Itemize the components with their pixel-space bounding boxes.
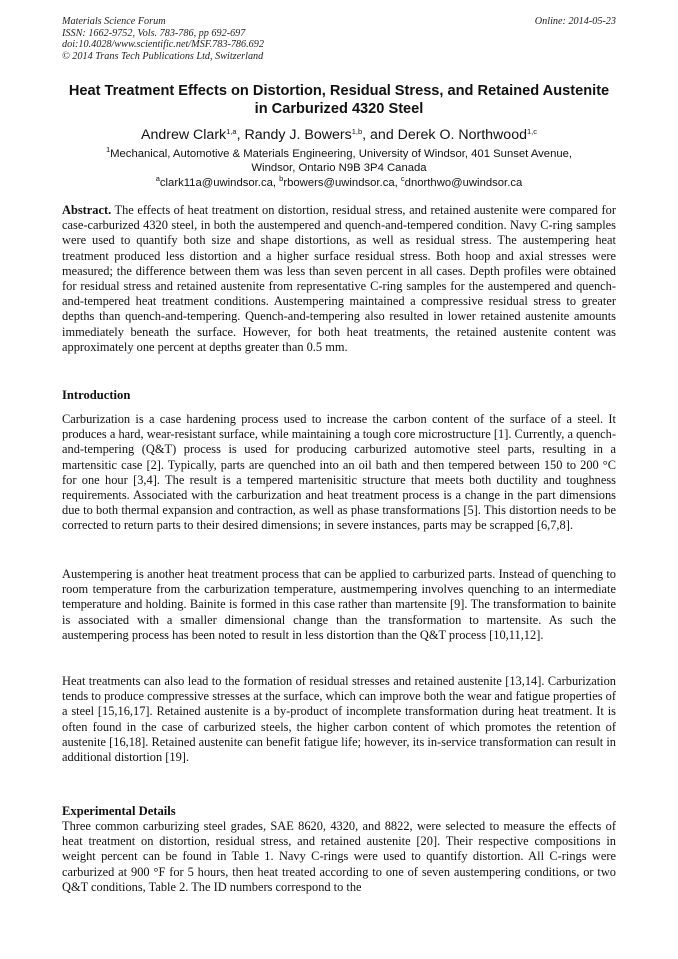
author-name: Andrew Clark [140,127,227,143]
journal-name: Materials Science Forum [62,16,166,27]
author-emails [62,176,616,190]
email-superscript: b [279,174,284,183]
email-superscript: a [155,174,160,183]
affiliation-superscript: 1 [105,145,111,154]
email-address: clark11a@uwindsor.ca, [159,177,280,189]
abstract [62,203,616,355]
paragraph: Carburization is a case hardening process used to increase the carbon content of the surface of a steel. It produces a hard, wear-resistant surface, while maintaining a tough core microstructure [1]. Currently, a quench-and-tempering (Q&T) process is used for producing carburized automotive steel parts, resulting in a martensitic case [2]. Typically, parts are quenched into an oil bath and then tempered between 150 to 200 °C for one hour [3,4]. The result is a tempered martenisitic structure that meets both ductility and toughness requirements. Associated with the carburization and heat treatment process is a change in the part dimensions due to both thermal expansion and contraction, as well as phase transformations [5]. This distortion needs to be corrected to return parts to their desired dimensions; in severe instances, parts may be scrapped [6,7,8]. [62,412,616,533]
section-heading-introduction: Introduction [62,388,131,402]
author-superscript: 1,b [351,127,363,136]
paragraph: Heat treatments can also lead to the formation of residual stresses and retained austenite [13,14]. Carburization tends to produce compressive stresses at the surface, which can improve both the wear and fatigue properties of a steel [15,16,17]. Retained austenite is a by-product of incomplete transformation during heat treatment. It is often found in the case of carburized steels, the higher carbon content of which promotes the retention of austenite [16,18]. Retained austenite can benefit fatigue life; however, its in-service transformation can result in additional distortion [19]. [62,674,616,765]
email-address: rbowers@uwindsor.ca, [283,177,401,189]
abstract-label: Abstract. [62,203,112,217]
author-superscript: 1,c [526,127,537,136]
email-address: dnorthwo@uwindsor.ca [404,177,523,189]
author-separator: , and [362,127,398,143]
affiliation-line: Windsor, Ontario N9B 3P4 Canada [251,162,427,175]
paragraph: Three common carburizing steel grades, SAE 8620, 4320, and 8822, were selected to measure the effects of heat treatment on distortion, residual stress, and retained austenite [20]. Their respective compositions in weight percent can be found in Table 1. Navy C-rings were used to quantify distortion. All C-rings were carburized at 900 °F for 5 hours, then heat treated according to one of seven austempering conditions, or two Q&T conditions, Table 2. The ID numbers correspond to the [62,819,616,894]
journal-issn: ISSN: 1662-9752, Vols. 783-786, pp 692-697 [62,27,246,39]
journal-copyright: © 2014 Trans Tech Publications Ltd, Switzerland [62,50,264,62]
online-date: Online: 2014-05-23 [534,16,616,27]
email-superscript: c [400,174,405,183]
author-list [62,126,616,144]
paper-title: Heat Treatment Effects on Distortion, Residual Stress, and Retained Austenite in Carburized 4320 Steel [68,83,610,117]
affiliation-line: Mechanical, Automotive & Materials Engineering, University of Windsor, 401 Sunset Avenue, [110,148,573,160]
journal-doi: doi:10.4028/www.scientific.net/MSF.783-786.692 [62,39,264,51]
paragraph: Austempering is another heat treatment process that can be applied to carburized parts. Instead of quenching to room temperature from the carburization temperature, austmempering involves quenching to an intermediate temperature and holding. Bainite is formed in this case rather than martensite [9]. The transformation to bainite is associated with a smaller dimensional change than the transformation to martensite. As such the austempering process has been noted to result in less distortion than the Q&T process [10,11,12]. [62,567,616,642]
author-superscript: 1,a [226,127,237,136]
journal-header [62,16,616,62]
author-name: Derek O. Northwood [397,127,527,143]
author-separator: , [236,127,245,143]
abstract-text: The effects of heat treatment on distortion, residual stress, and retained austenite were compared for case-carburized 4320 steel, in both the austempered and quench-and-tempered condition. Navy C-ring samples were used to quantify both size and shape distortions, as well as residual stress. The austempering heat treatment produced less distortion and a higher surface residual stress. Both hoop and axial stresses were measured; the difference between them was less than seven percent in all cases. Depth profiles were obtained for residual stress and retained austenite from representative C-ring samples for the austempered and quench-and-tempered heat treatment conditions. Austempering maintained a compressive residual stress to greater depths than quench-and-tempering. Quench-and-tempering also resulted in lower retained austenite amounts immediately beneath the surface. However, for both heat treatments, the retained austenite content was approximately one percent at depths greater than 0.5 mm. [62,203,616,354]
author-name: Randy J. Bowers [244,127,352,143]
affiliation [62,147,616,175]
section-heading-experimental: Experimental Details [62,804,176,818]
